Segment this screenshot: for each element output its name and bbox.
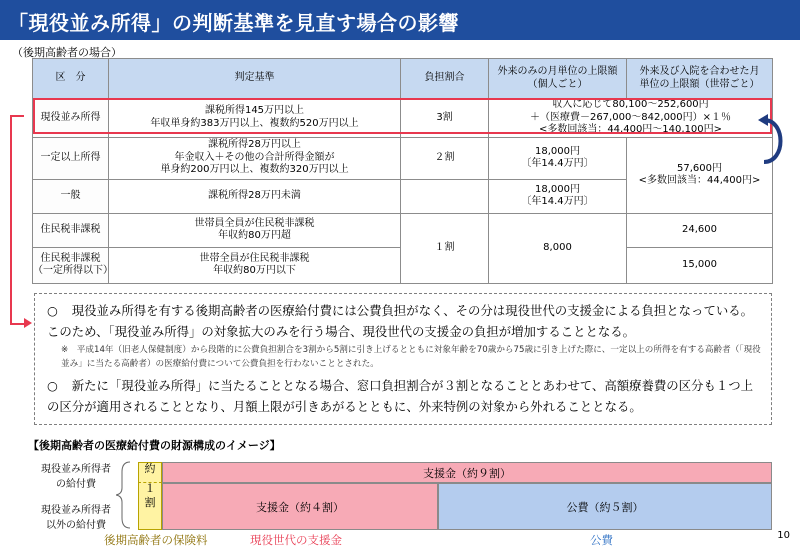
row-criteria: 課税所得145万円以上 年収単身約383万円以上、複数約520万円以上	[109, 99, 401, 138]
notes-box	[34, 293, 772, 425]
yellow-top-label: 約	[144, 462, 156, 475]
row-criteria: 課税所得28万円以上 年金収入＋その他の合計所得金額が 単身約200万円以上、複数約320万円以上	[109, 137, 401, 179]
legend-public: 公費	[590, 533, 613, 547]
support-4-segment: 支援金（約４割）	[162, 483, 438, 530]
note-paragraph-2	[47, 375, 761, 417]
header-outpatient: 外来のみの月単位の上限額 （個人ごと）	[489, 59, 627, 99]
curved-arrow-icon	[756, 112, 796, 172]
page-title: 「現役並み所得」の判断基準を見直す場合の影響	[0, 0, 800, 40]
note-paragraph-1	[47, 300, 761, 342]
row-ratio-empty	[401, 179, 489, 213]
row-combined: 24,600	[627, 213, 773, 247]
insurance-segment	[138, 462, 162, 530]
table-row	[33, 99, 773, 138]
legend-support: 現役世代の支援金	[250, 533, 342, 547]
row-category: 一定以上所得	[33, 137, 109, 179]
row-criteria: 課税所得28万円未満	[109, 179, 401, 213]
row-outpatient: 18,000円 〔年14.4万円〕	[489, 179, 627, 213]
finance-title: 【後期高齢者の医療給付費の財源構成のイメージ】	[28, 439, 281, 452]
note-footnote: ※ 平成14年（旧老人保健制度）から段階的に公費負担割合を3割から5割に引き上げるとともに対象年齢を70歳から75歳に引き上げた際に、一定以上の所得を有する高齢者（「現役並み」に当たる高齢者）の医療給付費について公費負担を行わないこととされた。	[61, 345, 761, 369]
note-text-2: 新たに「現役並み所得」に当たることとなる場合、窓口負担割合が３割となることとあわせて、高額療養費の区分も１つ上の区分が適用されることとなり、月額上限が引きあがるとともに、外来特例の対象から外れることとなる。	[47, 378, 754, 414]
circle-bullet-icon: ○	[47, 378, 58, 393]
row-criteria: 世帯員全員が住民税非課税 年収約80万円超	[109, 213, 401, 247]
row-category: 住民税非課税	[33, 213, 109, 247]
row-category: 住民税非課税 （一定所得以下）	[33, 247, 109, 283]
row-category: 一般	[33, 179, 109, 213]
support-9-segment: 支援金（約９割）	[162, 462, 772, 483]
brace-icon	[116, 460, 136, 530]
row-outpatient: 18,000円 〔年14.4万円〕	[489, 137, 627, 179]
note-text-1: 現役並み所得を有する後期高齢者の医療給付費には公費負担がなく、その分は現役世代の支援金による負担となっている。このため、「現役並み所得」の対象拡大のみを行う場合、現役世代の支援金の負担が増加することとなる。	[47, 303, 754, 339]
arrow-right-icon	[24, 318, 32, 328]
table-header-row	[33, 59, 773, 99]
public-5-segment: 公費（約５割）	[438, 483, 772, 530]
row-limit: 収入に応じて80,100～252,600円 ＋（医療費－267,000～842,000円）×１％ <多数回該当：44,400円～140,100円>	[489, 99, 773, 138]
copay-table	[32, 58, 773, 284]
row-combined: 57,600円 <多数回該当：44,400円>	[627, 137, 773, 213]
table-row	[33, 137, 773, 179]
yellow-divider	[138, 482, 162, 483]
row-outpatient: 8,000	[489, 213, 627, 283]
row-ratio: １割	[401, 213, 489, 283]
row1-label: 現役並み所得者 の給付費	[41, 464, 111, 490]
row-combined: 15,000	[627, 247, 773, 283]
yellow-bottom-label: １ 割	[144, 482, 156, 509]
header-combined: 外来及び入院を合わせた月 単位の上限額（世帯ごと）	[627, 59, 773, 99]
row-category: 現役並み所得	[33, 99, 109, 138]
legend-insurance: 後期高齢者の保険料	[104, 533, 208, 547]
row-ratio: 3割	[401, 99, 489, 138]
page-subtitle: （後期高齢者の場合）	[12, 46, 122, 59]
circle-bullet-icon: ○	[47, 303, 58, 318]
row-ratio: ２割	[401, 137, 489, 179]
table-row	[33, 213, 773, 247]
page-number: 10	[777, 530, 790, 541]
row-criteria: 世帯全員が住民税非課税 年収約80万円以下	[109, 247, 401, 283]
red-bracket	[10, 115, 24, 325]
header-category: 区 分	[33, 59, 109, 99]
header-criteria: 判定基準	[109, 59, 401, 99]
row2-label: 現役並み所得者 以外の給付費	[41, 505, 111, 531]
header-ratio: 負担割合	[401, 59, 489, 99]
